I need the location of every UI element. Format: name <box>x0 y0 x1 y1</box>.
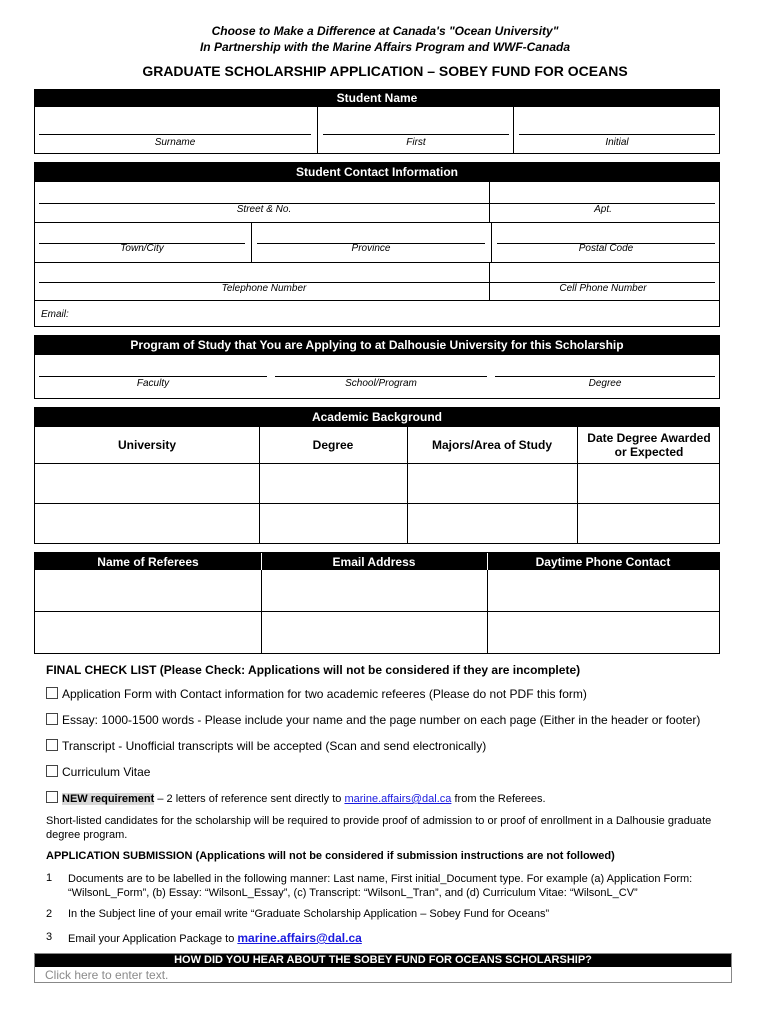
checklist-item-3: Transcript - Unofficial transcripts will be accepted (Scan and send electronically) <box>46 739 486 753</box>
street-label: Street & No. <box>236 204 292 215</box>
col-degree: Degree <box>312 438 354 452</box>
initial-label: Initial <box>605 137 629 148</box>
referee-row-2[interactable] <box>35 612 719 654</box>
header-line-2: In Partnership with the Marine Affairs Program and WWF-Canada <box>199 40 571 54</box>
col-referee-phone: Daytime Phone Contact <box>535 554 671 569</box>
step-1-number: 1 <box>46 872 53 884</box>
email-label: Email: <box>41 309 69 320</box>
checkbox-essay[interactable] <box>46 713 58 725</box>
academic-table <box>34 407 720 544</box>
referee-email-link[interactable]: marine.affairs@dal.ca <box>344 793 452 805</box>
apt-label: Apt. <box>594 204 612 215</box>
checklist-item-5: NEW requirement – 2 letters of reference sent directly to marine.affairs@dal.ca from the Referees. <box>46 791 546 805</box>
col-referee-email: Email Address <box>332 554 416 569</box>
col-referee-name: Name of Referees <box>97 554 199 569</box>
student-name-heading: Student Name <box>35 90 719 107</box>
checklist-item-1: Application Form with Contact information for two academic refeeres (Please do not PDF this form) <box>46 687 587 701</box>
checkbox-cv[interactable] <box>46 765 58 777</box>
town-label: Town/City <box>120 243 164 254</box>
contact-heading: Student Contact Information <box>35 163 719 182</box>
email-field[interactable] <box>85 303 715 323</box>
faculty-field[interactable] <box>39 376 267 377</box>
hear-input[interactable]: Click here to enter text. <box>45 968 169 982</box>
first-name-label: First <box>406 137 426 148</box>
school-label: School/Program <box>345 378 417 389</box>
col-university: University <box>117 438 177 452</box>
postal-code-label: Postal Code <box>578 243 634 254</box>
academic-heading: Academic Background <box>35 408 719 427</box>
student-name-section <box>34 89 720 154</box>
hear-heading: HOW DID YOU HEAR ABOUT THE SOBEY FUND FOR OCEANS SCHOLARSHIP? <box>35 954 731 967</box>
step-3-text: Email your Application Package to marine.affairs@dal.ca <box>68 931 362 945</box>
cell-phone-label: Cell Phone Number <box>559 283 647 294</box>
initial-field[interactable] <box>519 134 715 135</box>
col-date-awarded: Date Degree Awarded or Expected <box>587 431 711 459</box>
step-3-number: 3 <box>46 931 53 943</box>
referees-table <box>34 552 720 654</box>
hear-section <box>34 953 732 983</box>
shortlist-note: Short-listed candidates for the scholarship will be required to provide proof of admission to or proof of enrollment in a Dalhousie graduate degree program. <box>46 815 712 841</box>
program-heading: Program of Study that You are Applying to at Dalhousie University for this Scholarship <box>35 336 719 355</box>
referee-row-1[interactable] <box>35 571 719 611</box>
school-field[interactable] <box>275 376 487 377</box>
first-name-field[interactable] <box>323 134 509 135</box>
telephone-label: Telephone Number <box>221 283 307 294</box>
col-majors: Majors/Area of Study <box>431 438 553 452</box>
submission-heading: APPLICATION SUBMISSION (Applications will not be considered if submission instructions are not followed) <box>46 850 615 862</box>
header-line-1: Choose to Make a Difference at Canada's "Ocean University" <box>211 24 559 38</box>
step-1-text: Documents are to be labelled in the following manner: Last name, First initial_Document type. For example (a) Application Form: “WilsonL_Form”, (b) Essay: “WilsonL_Essay”, (c) Transcript: “WilsonL_Tran”, and (d) Curriculum Vitae: “WilsonL_CV” <box>68 873 693 899</box>
checklist-item-4: Curriculum Vitae <box>46 765 150 779</box>
degree-field[interactable] <box>495 376 715 377</box>
surname-field[interactable] <box>39 134 311 135</box>
submission-email-link[interactable]: marine.affairs@dal.ca <box>237 931 362 945</box>
program-section <box>34 335 720 399</box>
step-2-number: 2 <box>46 908 53 920</box>
checkbox-references[interactable] <box>46 791 58 803</box>
checklist-heading: FINAL CHECK LIST (Please Check: Applications will not be considered if they are incomplete) <box>46 663 581 677</box>
contact-section <box>34 162 720 327</box>
faculty-label: Faculty <box>136 378 170 389</box>
degree-label: Degree <box>588 378 622 389</box>
surname-label: Surname <box>154 137 196 148</box>
page-title: GRADUATE SCHOLARSHIP APPLICATION – SOBEY FUND FOR OCEANS <box>142 63 628 79</box>
checklist-item-2: Essay: 1000-1500 words - Please include your name and the page number on each page (Either in the header or footer) <box>46 713 700 727</box>
checkbox-transcript[interactable] <box>46 739 58 751</box>
academic-row-1[interactable] <box>35 464 719 503</box>
academic-row-2[interactable] <box>35 504 719 544</box>
checkbox-application-form[interactable] <box>46 687 58 699</box>
step-2-text: In the Subject line of your email write “Graduate Scholarship Application – Sobey Fund for Oceans” <box>68 908 550 920</box>
province-label: Province <box>351 243 391 254</box>
